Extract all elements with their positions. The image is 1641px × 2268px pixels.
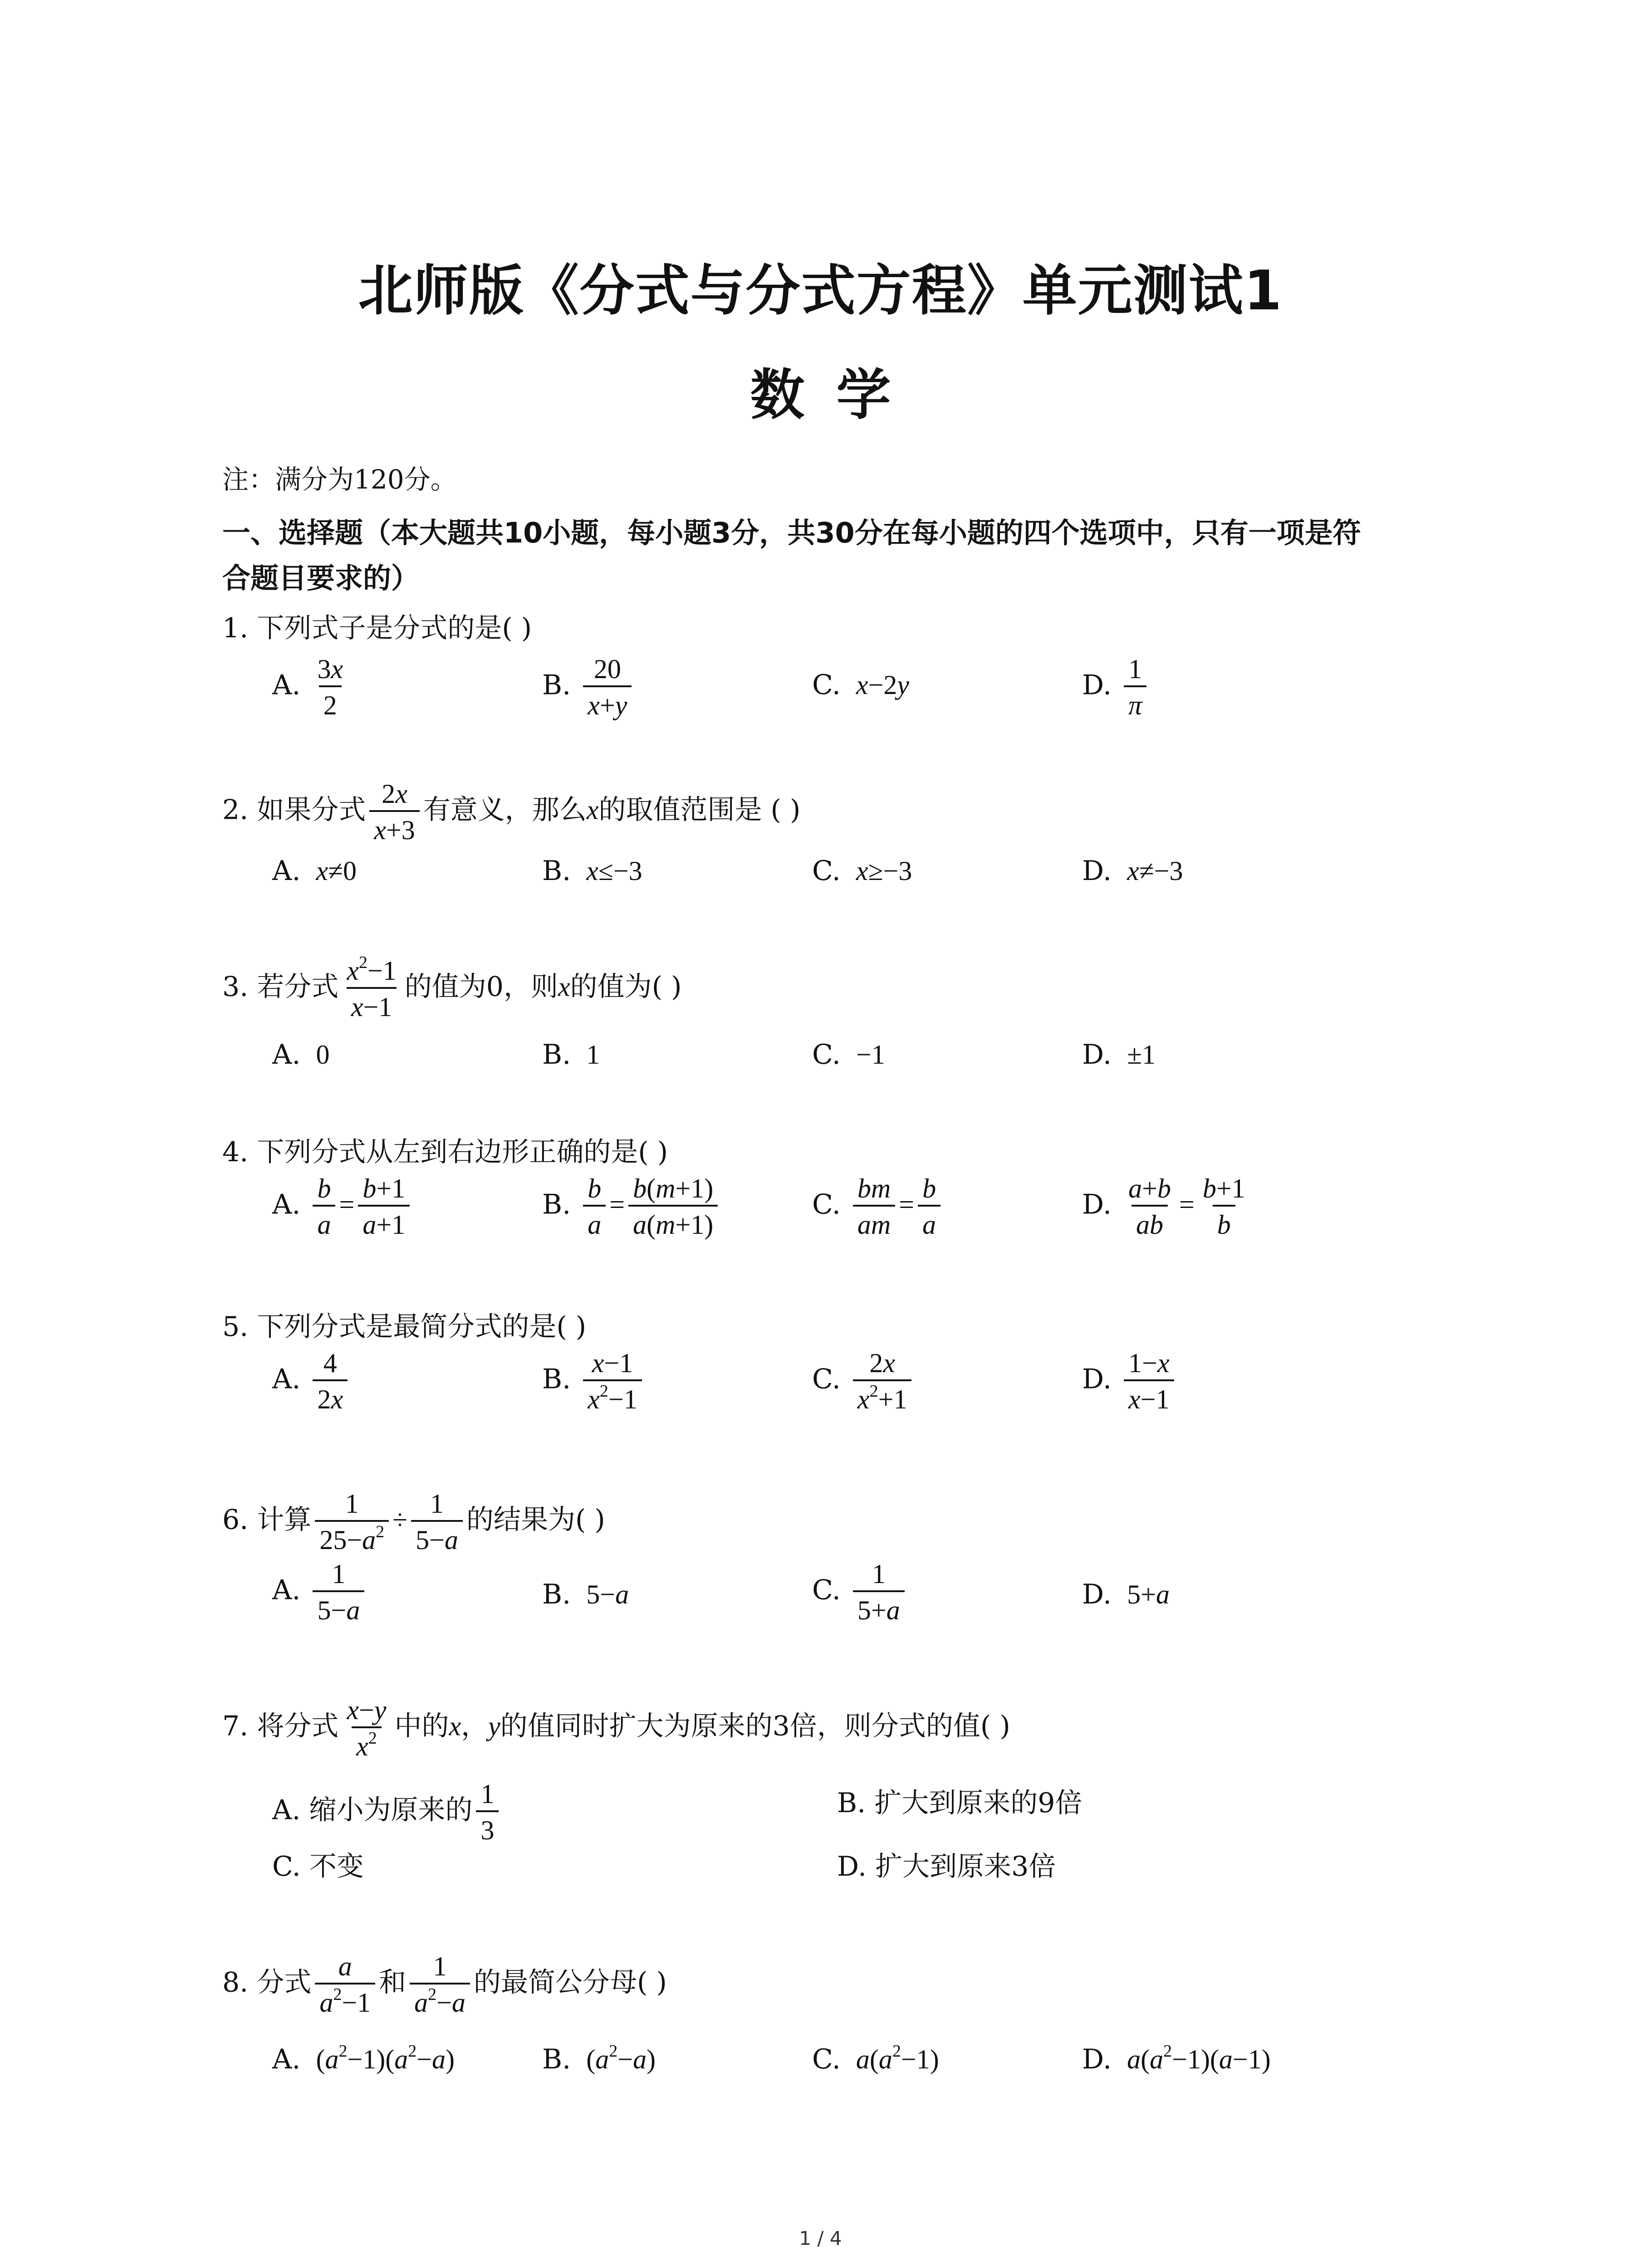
q5-option-d[interactable]: D. $\frac{1-x}{x-1}$	[1082, 1349, 1178, 1413]
q3-option-d[interactable]: D. ±1	[1082, 1039, 1156, 1070]
page-number: 1 / 4	[799, 2227, 842, 2249]
section-heading	[222, 510, 1447, 601]
q2-option-c[interactable]: C. x≥−3	[812, 855, 912, 887]
q4-option-c[interactable]: C. $\frac{bm}{am}$ = $\frac{b}{a}$	[812, 1175, 944, 1238]
q6-option-c[interactable]: C. $\frac{1}{5+a}$	[812, 1560, 908, 1624]
fraction: $\frac{20}{x+y}$	[583, 655, 632, 719]
q8-option-a[interactable]: A. $(a^2-1)(a^2-a)$	[272, 2042, 455, 2075]
question-7-stem: 7. 将分式 $\frac{x-y}{x^2}$ 中的x，y的值同时扩大为原来的3倍，则分式的值( )	[222, 1695, 1010, 1761]
q1-option-d[interactable]: D. $\frac{1}{\pi}$	[1082, 655, 1150, 719]
fraction: $\frac{3x}{2}$	[317, 654, 343, 720]
question-4-stem: 4. 下列分式从左到右边形正确的是( )	[222, 1136, 668, 1168]
fraction: $\frac{1}{\pi}$	[1124, 655, 1146, 719]
q8-option-b[interactable]: B. $(a^2-a)$	[542, 2042, 656, 2075]
question-5-stem: 5. 下列分式是最简分式的是( )	[222, 1311, 587, 1343]
q1-option-b[interactable]: B. $\frac{20}{x+y}$	[542, 655, 635, 719]
q2-option-d[interactable]: D. x≠−3	[1082, 855, 1183, 887]
q8-option-d[interactable]: D. $a(a^2-1)(a-1)$	[1082, 2042, 1271, 2075]
question-2-stem: 2. 如果分式 $\frac{2x}{x+3}$ 有意义，那么x的取值范围是 ( )	[222, 779, 801, 845]
q2-option-a[interactable]: A. x≠0	[272, 855, 357, 887]
q1-option-a[interactable]: A. $\frac{3x}{2}$	[272, 655, 351, 719]
q7-option-a[interactable]: A. 缩小为原来的 $\frac{1}{3}$	[272, 1780, 502, 1844]
q7-option-d[interactable]: D. 扩大到原来3倍	[837, 1851, 1056, 1882]
q1-option-c[interactable]: C. x−2y	[812, 669, 910, 701]
question-3-stem: 3. 若分式 $\frac{x^2-1}{x-1}$ 的值为0，则x的值为( )	[222, 953, 682, 1022]
q4-option-a[interactable]: A. $\frac{b}{a}$ = $\frac{b+1}{a+1}$	[272, 1175, 413, 1238]
q6-option-d[interactable]: D. 5+a	[1082, 1579, 1170, 1610]
q3-option-a[interactable]: A. 0	[272, 1039, 330, 1070]
question-6-stem: 6. 计算 $\frac{1}{25-a^2}$ ÷ $\frac{1}{5-a}$ 的结果为( )	[222, 1489, 605, 1555]
q3-option-b[interactable]: B. 1	[542, 1039, 600, 1070]
score-note: 注：满分为120分。	[222, 464, 457, 495]
q8-option-c[interactable]: C. $a(a^2-1)$	[812, 2042, 939, 2075]
q7-option-c[interactable]: C. 不变	[272, 1851, 364, 1882]
q4-option-b[interactable]: B. $\frac{b}{a}$ = $\frac{b(m+1)}{a(m+1)}$	[542, 1175, 721, 1238]
fraction: $\frac{x^2-1}{x-1}$	[347, 953, 397, 1022]
subject-title: 数学	[750, 364, 923, 427]
q3-option-c[interactable]: C. −1	[812, 1039, 885, 1070]
section-heading-line1: 一、选择题（本大题共10小题，每小题3分，共30分在每小题的四个选项中，只有一项是符	[222, 516, 1361, 549]
q6-option-a[interactable]: A. $\frac{1}{5-a}$	[272, 1560, 368, 1624]
question-8-stem: 8. 分式 $\frac{a}{a^2-1}$ 和 $\frac{1}{a^2-a}$ 的最简公分母( )	[222, 1951, 667, 2018]
q5-option-c[interactable]: C. $\frac{2x}{x^2+1}$	[812, 1349, 915, 1413]
q6-option-b[interactable]: B. 5−a	[542, 1579, 629, 1610]
question-1-stem: 1. 下列式子是分式的是( )	[222, 612, 532, 644]
page-title: 北师版《分式与分式方程》单元测试1	[358, 259, 1283, 323]
q7-option-b[interactable]: B. 扩大到原来的9倍	[837, 1787, 1083, 1819]
q4-option-d[interactable]: D. $\frac{a+b}{ab}$ = $\frac{b+1}{b}$	[1082, 1173, 1245, 1240]
q5-option-a[interactable]: A. $\frac{4}{2x}$	[272, 1349, 351, 1413]
q5-option-b[interactable]: B. $\frac{x-1}{x^2-1}$	[542, 1349, 646, 1413]
fraction: $\frac{2x}{x+3}$	[369, 780, 419, 844]
section-heading-line2: 合题目要求的）	[222, 562, 420, 595]
q2-option-b[interactable]: B. x≤−3	[542, 855, 642, 887]
